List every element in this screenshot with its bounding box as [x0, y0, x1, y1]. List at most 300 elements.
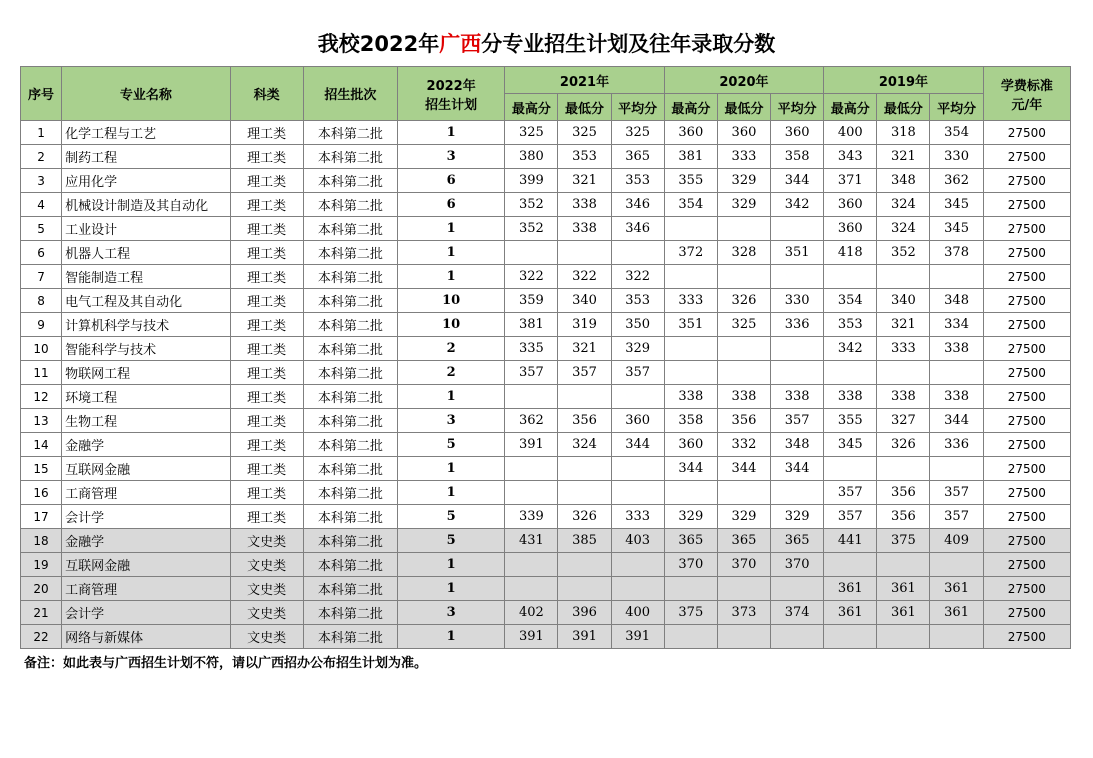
row-category: 文史类 [230, 529, 303, 553]
score-2019-min [877, 265, 930, 289]
row-major: 制药工程 [62, 145, 230, 169]
score-2021-max: 391 [505, 625, 558, 649]
score-2020-avg: 336 [771, 313, 824, 337]
score-2019-max: 360 [824, 193, 877, 217]
row-major: 智能制造工程 [62, 265, 230, 289]
score-2019-min: 321 [877, 145, 930, 169]
table-row [21, 169, 1071, 193]
score-2019-max [824, 625, 877, 649]
score-2020-avg: 351 [771, 241, 824, 265]
score-2020-avg: 374 [771, 601, 824, 625]
row-major: 互联网金融 [62, 553, 230, 577]
score-2019-min: 361 [877, 601, 930, 625]
table-row [21, 217, 1071, 241]
table-row [21, 409, 1071, 433]
score-2019-max [824, 265, 877, 289]
score-2021-avg: 353 [611, 289, 664, 313]
score-2021-min: 322 [558, 265, 611, 289]
score-2019-max [824, 457, 877, 481]
score-2019-max: 361 [824, 577, 877, 601]
score-2021-avg [611, 385, 664, 409]
score-2021-min: 356 [558, 409, 611, 433]
score-2019-min: 326 [877, 433, 930, 457]
score-2021-max: 322 [505, 265, 558, 289]
score-2021-max: 399 [505, 169, 558, 193]
row-plan: 10 [398, 313, 505, 337]
row-index: 18 [21, 529, 62, 553]
row-plan: 3 [398, 145, 505, 169]
row-index: 17 [21, 505, 62, 529]
score-2021-avg: 346 [611, 193, 664, 217]
table-row [21, 625, 1071, 649]
table-row [21, 457, 1071, 481]
header-2020-min: 最低分 [717, 94, 770, 121]
score-2021-min: 357 [558, 361, 611, 385]
table-row [21, 193, 1071, 217]
score-2021-avg: 322 [611, 265, 664, 289]
row-category: 理工类 [230, 169, 303, 193]
score-2021-min: 324 [558, 433, 611, 457]
score-2019-avg: 336 [930, 433, 983, 457]
row-batch: 本科第二批 [303, 409, 397, 433]
row-batch: 本科第二批 [303, 145, 397, 169]
score-2020-avg [771, 361, 824, 385]
score-2019-min: 338 [877, 385, 930, 409]
row-category: 理工类 [230, 361, 303, 385]
table-body [21, 121, 1071, 649]
score-2019-max: 357 [824, 481, 877, 505]
score-2021-avg: 357 [611, 361, 664, 385]
score-2019-max [824, 553, 877, 577]
score-2021-min [558, 553, 611, 577]
score-2021-min: 338 [558, 217, 611, 241]
header-2020-avg: 平均分 [771, 94, 824, 121]
score-2019-avg: 361 [930, 601, 983, 625]
row-major: 物联网工程 [62, 361, 230, 385]
score-2020-min: 356 [717, 409, 770, 433]
table-row [21, 313, 1071, 337]
score-2020-min [717, 577, 770, 601]
row-fee: 27500 [983, 457, 1070, 481]
score-2020-avg: 344 [771, 169, 824, 193]
header-batch: 招生批次 [303, 67, 397, 121]
score-2021-max: 352 [505, 193, 558, 217]
row-fee: 27500 [983, 361, 1070, 385]
score-2019-max: 371 [824, 169, 877, 193]
score-2021-max: 339 [505, 505, 558, 529]
row-plan: 1 [398, 457, 505, 481]
row-plan: 1 [398, 241, 505, 265]
header-2021-max: 最高分 [505, 94, 558, 121]
score-2020-max [664, 481, 717, 505]
score-2021-avg: 365 [611, 145, 664, 169]
score-2019-avg: 357 [930, 505, 983, 529]
row-fee: 27500 [983, 265, 1070, 289]
row-index: 11 [21, 361, 62, 385]
title-suffix: 分专业招生计划及往年录取分数 [481, 32, 776, 56]
score-2021-max: 335 [505, 337, 558, 361]
row-fee: 27500 [983, 409, 1070, 433]
score-2019-avg: 334 [930, 313, 983, 337]
row-major: 环境工程 [62, 385, 230, 409]
score-2021-max: 381 [505, 313, 558, 337]
score-2021-min: 396 [558, 601, 611, 625]
row-index: 8 [21, 289, 62, 313]
row-category: 理工类 [230, 313, 303, 337]
score-2021-max: 325 [505, 121, 558, 145]
score-2021-min [558, 385, 611, 409]
row-category: 文史类 [230, 625, 303, 649]
score-2019-min [877, 553, 930, 577]
row-plan: 5 [398, 433, 505, 457]
row-plan: 1 [398, 577, 505, 601]
score-2020-avg: 329 [771, 505, 824, 529]
row-major: 工商管理 [62, 481, 230, 505]
row-plan: 2 [398, 337, 505, 361]
row-plan: 2 [398, 361, 505, 385]
score-2020-max: 344 [664, 457, 717, 481]
row-major: 生物工程 [62, 409, 230, 433]
row-batch: 本科第二批 [303, 457, 397, 481]
score-2021-min [558, 577, 611, 601]
score-2021-avg: 325 [611, 121, 664, 145]
score-2020-avg: 348 [771, 433, 824, 457]
score-2021-min: 321 [558, 337, 611, 361]
score-2021-max: 391 [505, 433, 558, 457]
score-2019-avg [930, 625, 983, 649]
score-2020-max [664, 577, 717, 601]
score-2019-max [824, 361, 877, 385]
row-batch: 本科第二批 [303, 337, 397, 361]
row-fee: 27500 [983, 577, 1070, 601]
row-fee: 27500 [983, 313, 1070, 337]
score-2021-avg: 329 [611, 337, 664, 361]
score-2019-min: 348 [877, 169, 930, 193]
row-category: 理工类 [230, 337, 303, 361]
score-2020-max: 372 [664, 241, 717, 265]
score-2019-avg: 348 [930, 289, 983, 313]
score-2021-min [558, 457, 611, 481]
header-fee [983, 67, 1070, 121]
score-2020-min: 344 [717, 457, 770, 481]
row-category: 文史类 [230, 601, 303, 625]
score-2020-avg: 344 [771, 457, 824, 481]
score-2021-avg: 346 [611, 217, 664, 241]
row-major: 互联网金融 [62, 457, 230, 481]
table-row [21, 601, 1071, 625]
score-2020-min: 326 [717, 289, 770, 313]
table-row [21, 433, 1071, 457]
row-fee: 27500 [983, 217, 1070, 241]
header-index: 序号 [21, 67, 62, 121]
score-2021-avg: 360 [611, 409, 664, 433]
score-2021-min: 319 [558, 313, 611, 337]
score-2021-min: 340 [558, 289, 611, 313]
footnote: 备注：如此表与广西招生计划不符，请以广西招办公布招生计划为准。 [24, 656, 428, 671]
score-2019-max: 353 [824, 313, 877, 337]
header-plan-line1: 2022年 [426, 78, 476, 94]
row-major: 会计学 [62, 601, 230, 625]
score-2019-max: 360 [824, 217, 877, 241]
score-2019-avg: 345 [930, 193, 983, 217]
row-batch: 本科第二批 [303, 217, 397, 241]
score-2020-avg: 342 [771, 193, 824, 217]
row-index: 10 [21, 337, 62, 361]
row-index: 9 [21, 313, 62, 337]
score-2019-min: 318 [877, 121, 930, 145]
score-2021-max: 380 [505, 145, 558, 169]
row-category: 理工类 [230, 121, 303, 145]
row-plan: 10 [398, 289, 505, 313]
title-highlight: 广西 [439, 32, 482, 56]
row-index: 20 [21, 577, 62, 601]
score-2019-avg: 338 [930, 337, 983, 361]
table-row [21, 337, 1071, 361]
row-major: 电气工程及其自动化 [62, 289, 230, 313]
score-2021-avg: 350 [611, 313, 664, 337]
table-row [21, 289, 1071, 313]
score-2019-avg: 338 [930, 385, 983, 409]
score-2019-avg [930, 553, 983, 577]
score-2020-max [664, 337, 717, 361]
row-index: 6 [21, 241, 62, 265]
score-2020-min [717, 361, 770, 385]
score-2019-avg: 330 [930, 145, 983, 169]
score-2021-min: 325 [558, 121, 611, 145]
header-year-2019: 2019年 [824, 67, 983, 94]
row-plan: 1 [398, 625, 505, 649]
row-batch: 本科第二批 [303, 625, 397, 649]
score-2019-min: 324 [877, 193, 930, 217]
score-2020-avg [771, 337, 824, 361]
row-category: 理工类 [230, 433, 303, 457]
row-plan: 5 [398, 505, 505, 529]
row-major: 金融学 [62, 433, 230, 457]
score-2021-max [505, 385, 558, 409]
table-row [21, 121, 1071, 145]
score-2020-min [717, 337, 770, 361]
score-2019-max: 355 [824, 409, 877, 433]
score-2021-min: 338 [558, 193, 611, 217]
score-2020-max: 381 [664, 145, 717, 169]
score-2019-max: 361 [824, 601, 877, 625]
row-index: 1 [21, 121, 62, 145]
row-category: 理工类 [230, 193, 303, 217]
score-2019-max: 338 [824, 385, 877, 409]
row-index: 22 [21, 625, 62, 649]
score-2019-avg [930, 457, 983, 481]
row-batch: 本科第二批 [303, 169, 397, 193]
score-2020-min: 373 [717, 601, 770, 625]
score-2019-max: 354 [824, 289, 877, 313]
row-index: 16 [21, 481, 62, 505]
header-year-2020: 2020年 [664, 67, 823, 94]
row-major: 机械设计制造及其自动化 [62, 193, 230, 217]
row-category: 理工类 [230, 481, 303, 505]
score-2020-avg: 370 [771, 553, 824, 577]
header-2021-avg: 平均分 [611, 94, 664, 121]
table-row [21, 385, 1071, 409]
score-2020-min: 329 [717, 505, 770, 529]
header-2020-max: 最高分 [664, 94, 717, 121]
row-batch: 本科第二批 [303, 289, 397, 313]
row-index: 15 [21, 457, 62, 481]
row-batch: 本科第二批 [303, 121, 397, 145]
score-2021-max: 359 [505, 289, 558, 313]
row-major: 金融学 [62, 529, 230, 553]
score-2019-min: 324 [877, 217, 930, 241]
score-2019-avg: 344 [930, 409, 983, 433]
row-major: 工商管理 [62, 577, 230, 601]
score-2021-min: 326 [558, 505, 611, 529]
score-2020-min [717, 481, 770, 505]
score-2021-min [558, 241, 611, 265]
score-2020-max: 338 [664, 385, 717, 409]
score-2020-min: 333 [717, 145, 770, 169]
row-plan: 1 [398, 553, 505, 577]
row-batch: 本科第二批 [303, 385, 397, 409]
score-2021-max [505, 241, 558, 265]
row-batch: 本科第二批 [303, 361, 397, 385]
row-fee: 27500 [983, 481, 1070, 505]
score-2019-avg [930, 361, 983, 385]
row-category: 理工类 [230, 505, 303, 529]
row-fee: 27500 [983, 505, 1070, 529]
score-2020-min [717, 217, 770, 241]
score-2020-min: 332 [717, 433, 770, 457]
score-2019-avg [930, 265, 983, 289]
row-category: 理工类 [230, 289, 303, 313]
score-2019-min: 340 [877, 289, 930, 313]
header-fee-line1: 学费标准 [1000, 78, 1053, 94]
score-2019-min: 356 [877, 505, 930, 529]
score-2020-avg [771, 217, 824, 241]
score-2021-max: 352 [505, 217, 558, 241]
score-2021-max [505, 457, 558, 481]
score-2019-min [877, 361, 930, 385]
score-2019-min: 333 [877, 337, 930, 361]
table-row [21, 505, 1071, 529]
row-batch: 本科第二批 [303, 577, 397, 601]
score-2019-avg: 354 [930, 121, 983, 145]
row-major: 机器人工程 [62, 241, 230, 265]
row-index: 7 [21, 265, 62, 289]
row-category: 理工类 [230, 217, 303, 241]
score-2019-avg: 378 [930, 241, 983, 265]
row-major: 应用化学 [62, 169, 230, 193]
row-fee: 27500 [983, 169, 1070, 193]
table-row [21, 265, 1071, 289]
title-prefix: 我校2022年 [317, 32, 440, 56]
score-2021-avg [611, 457, 664, 481]
score-2020-max: 365 [664, 529, 717, 553]
row-major: 化学工程与工艺 [62, 121, 230, 145]
score-2020-min: 328 [717, 241, 770, 265]
row-category: 理工类 [230, 241, 303, 265]
row-plan: 5 [398, 529, 505, 553]
header-year-2021: 2021年 [505, 67, 664, 94]
row-plan: 1 [398, 121, 505, 145]
score-2019-min [877, 457, 930, 481]
row-plan: 1 [398, 481, 505, 505]
row-plan: 1 [398, 385, 505, 409]
score-2019-min: 361 [877, 577, 930, 601]
row-major: 会计学 [62, 505, 230, 529]
row-batch: 本科第二批 [303, 193, 397, 217]
score-2021-avg [611, 577, 664, 601]
score-2019-min: 352 [877, 241, 930, 265]
row-batch: 本科第二批 [303, 601, 397, 625]
row-plan: 1 [398, 217, 505, 241]
row-batch: 本科第二批 [303, 265, 397, 289]
score-2020-max: 375 [664, 601, 717, 625]
row-plan: 6 [398, 193, 505, 217]
score-2020-max [664, 217, 717, 241]
header-plan-line2: 招生计划 [425, 97, 478, 113]
score-2020-avg [771, 481, 824, 505]
score-2021-max [505, 553, 558, 577]
score-2021-avg [611, 241, 664, 265]
row-major: 工业设计 [62, 217, 230, 241]
row-category: 理工类 [230, 409, 303, 433]
row-batch: 本科第二批 [303, 241, 397, 265]
table-row [21, 553, 1071, 577]
score-2020-max: 333 [664, 289, 717, 313]
score-2021-max: 362 [505, 409, 558, 433]
score-2020-max: 351 [664, 313, 717, 337]
row-batch: 本科第二批 [303, 529, 397, 553]
row-category: 理工类 [230, 265, 303, 289]
row-category: 理工类 [230, 145, 303, 169]
score-2019-avg: 345 [930, 217, 983, 241]
row-category: 文史类 [230, 577, 303, 601]
row-index: 3 [21, 169, 62, 193]
row-fee: 27500 [983, 385, 1070, 409]
score-2019-min: 327 [877, 409, 930, 433]
row-index: 12 [21, 385, 62, 409]
header-2019-max: 最高分 [824, 94, 877, 121]
score-2019-max: 400 [824, 121, 877, 145]
score-2020-avg: 365 [771, 529, 824, 553]
score-2021-min [558, 481, 611, 505]
row-fee: 27500 [983, 241, 1070, 265]
score-2020-avg: 357 [771, 409, 824, 433]
score-2019-min: 375 [877, 529, 930, 553]
score-2020-max: 360 [664, 121, 717, 145]
score-2020-max: 329 [664, 505, 717, 529]
score-2021-min: 353 [558, 145, 611, 169]
header-plan [398, 67, 505, 121]
score-2020-max: 370 [664, 553, 717, 577]
score-2021-max: 431 [505, 529, 558, 553]
header-2019-avg: 平均分 [930, 94, 983, 121]
table-row [21, 529, 1071, 553]
header-2019-min: 最低分 [877, 94, 930, 121]
score-2020-min: 365 [717, 529, 770, 553]
row-major: 计算机科学与技术 [62, 313, 230, 337]
score-2020-max: 358 [664, 409, 717, 433]
score-2020-avg: 330 [771, 289, 824, 313]
score-2021-max [505, 481, 558, 505]
score-2021-max: 402 [505, 601, 558, 625]
table-row [21, 577, 1071, 601]
score-2019-avg: 357 [930, 481, 983, 505]
score-2019-avg: 362 [930, 169, 983, 193]
row-plan: 3 [398, 601, 505, 625]
row-index: 5 [21, 217, 62, 241]
score-2019-min [877, 625, 930, 649]
score-2020-max [664, 361, 717, 385]
